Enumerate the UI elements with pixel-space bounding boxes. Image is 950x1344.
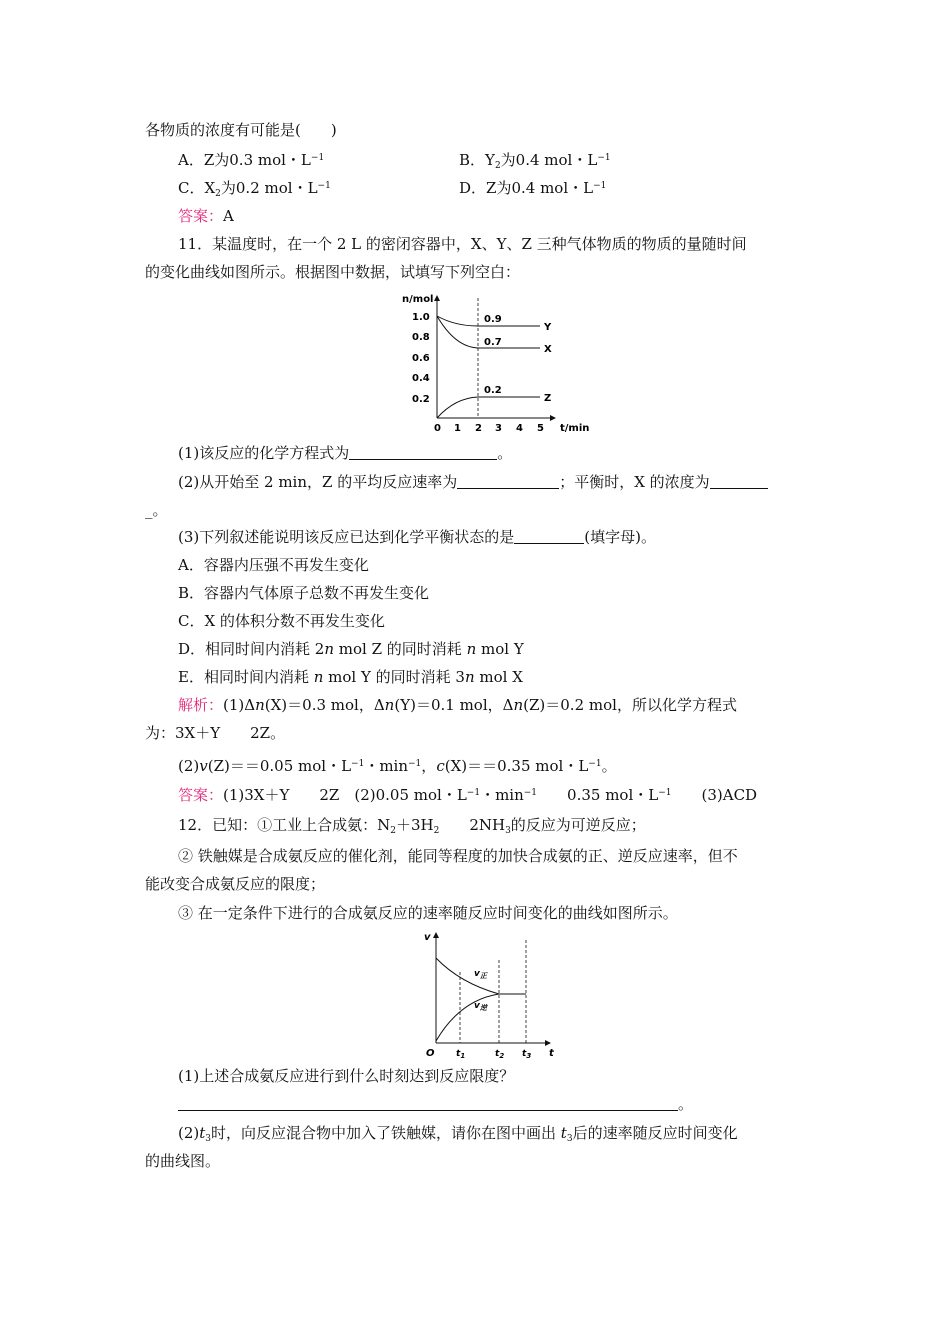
q10-option-a: A．Z为0.3 mol・$L^{-1}$: [178, 151, 325, 169]
q11-option-e: E．相同时间内消耗 n mol Y 的同时消耗 3n mol X: [178, 668, 523, 686]
q12-origin-label: O: [426, 1048, 435, 1059]
q11-y-tick-0-2: 0.2: [412, 394, 430, 405]
q11-x-tick-2: 2: [475, 423, 482, 434]
q11-x-axis-label: t/min: [560, 423, 590, 434]
q11-y-tick-0-8: 0.8: [412, 332, 430, 343]
q11-x-tick-0: 0: [434, 423, 441, 434]
q11-value-x: 0.7: [484, 337, 502, 348]
q12-chart-svg: [420, 928, 570, 1060]
q12-line3: 能改变合成氨反应的限度；: [145, 875, 326, 893]
q12-t3-label: $t_3$: [522, 1049, 532, 1060]
q11-option-d: D．相同时间内消耗 2n mol Z 的同时消耗 n mol Y: [178, 640, 524, 658]
q11-label-z: Z: [544, 393, 552, 404]
q12-t2-label: $t_2$: [495, 1049, 505, 1060]
q12-part1-blank[interactable]: [178, 1096, 678, 1111]
q12-part1-answer-line: 。: [178, 1094, 693, 1114]
q12-part2: $(2)t_3$时，向反应混合物中加入了铁触媒，请你在图中画出 $t_3$后的速率随反应时间变化: [178, 1124, 738, 1144]
q12-line1: 12．已知：①工业上合成氨：$N_2+3H_2$ $2NH_3$的反应为可逆反应；: [178, 816, 646, 836]
q11-part2-rate-blank[interactable]: [457, 474, 559, 489]
q11-stem-line1: 11．某温度时，在一个 2 L 的密闭容器中，X、Y、Z 三种气体物质的物质的量随时间: [178, 235, 747, 253]
q11-y-axis-label: n/mol: [402, 294, 434, 305]
q11-analysis-line1: 解析：(1)Δn(X)＝0.3 mol，Δn(Y)＝0.1 mol，Δn(Z)＝0.2 mol，所以化学方程式: [178, 696, 737, 714]
q11-y-tick-0-6: 0.6: [412, 353, 430, 364]
q11-option-c: C．X 的体积分数不再发生变化: [178, 612, 385, 630]
q11-option-a: A．容器内压强不再发生变化: [178, 556, 369, 574]
q11-part2-tail: _。: [145, 501, 168, 519]
q12-x-axis-label: t: [549, 1048, 554, 1059]
q12-line4: ③ 在一定条件下进行的合成氨反应的速率随反应时间变化的曲线如图所示。: [178, 904, 678, 922]
q10-answer: 答案：A: [178, 207, 234, 225]
q11-curve-z: [437, 397, 540, 418]
q12-line2: ② 铁触媒是合成氨反应的催化剂，能同等程度的加快合成氨的正、逆反应速率，但不: [178, 847, 738, 865]
q11-chart: [400, 290, 600, 439]
q11-part2-conc-blank[interactable]: [710, 474, 768, 489]
q11-value-y: 0.9: [484, 314, 502, 325]
q11-part1-blank[interactable]: [349, 445, 497, 460]
q12-part1: (1)上述合成氨反应进行到什么时刻达到反应限度？: [178, 1067, 515, 1085]
q11-x-tick-1: 1: [454, 423, 461, 434]
q11-part2: (2)从开始至 2 min，Z 的平均反应速率为 ；平衡时，X 的浓度为: [178, 472, 768, 492]
q12-t1-label: $t_1$: [456, 1049, 466, 1060]
q11-label-y: Y: [544, 322, 552, 333]
q11-part1: (1)该反应的化学方程式为 。: [178, 444, 513, 462]
q11-label-x: X: [544, 344, 552, 355]
q12-curve-v-reverse: [436, 994, 499, 1041]
q11-x-tick-3: 3: [495, 423, 502, 434]
q11-x-tick-4: 4: [516, 423, 523, 434]
q11-part3: (3)下列叙述能说明该反应已达到化学平衡状态的是 (填字母)。: [178, 528, 656, 546]
q10-option-c: C．$X_2$为0.2 mol・$L^{-1}$: [178, 179, 331, 199]
q11-part3-blank[interactable]: [514, 529, 584, 544]
q12-y-axis-label: v: [424, 932, 431, 943]
q12-part2-line2: 的曲线图。: [145, 1152, 221, 1170]
q11-y-tick-0-4: 0.4: [412, 373, 430, 384]
q10-option-d: D．Z为0.4 mol・$L^{-1}$: [459, 179, 607, 197]
q11-chart-svg: [400, 290, 600, 435]
q12-chart: [420, 928, 570, 1064]
q11-analysis-line3: (2)v(Z)＝＝0.05 mol・$L^{-1}$・$\min^{-1}$，c(X)＝＝0.35 mol・$L^{-1}$。: [178, 757, 617, 775]
q11-option-b: B．容器内气体原子总数不再发生变化: [178, 584, 430, 602]
q12-v-reverse-label: $v_逆$: [474, 1001, 487, 1012]
q11-y-tick-1-0: 1.0: [412, 312, 430, 323]
q12-v-forward-label: $v_正$: [474, 969, 487, 980]
q11-analysis-line2: 为：3X＋Y 2Z。: [145, 724, 286, 742]
q10-option-b: B．$Y_2$为0.4 mol・$L^{-1}$: [459, 151, 611, 171]
q11-value-z: 0.2: [484, 385, 502, 396]
q11-x-tick-5: 5: [537, 423, 544, 434]
q10-stem-tail: 各物质的浓度有可能是( ): [145, 121, 337, 139]
q11-answer: 答案：(1)3X＋Y 2Z (2)0.05 mol・$L^{-1}$・$\min^{-1}$ 0.35 mol・$L^{-1}$ (3)ACD: [178, 786, 758, 804]
q11-stem-line2: 的变化曲线如图所示。根据图中数据，试填写下列空白：: [145, 263, 521, 281]
